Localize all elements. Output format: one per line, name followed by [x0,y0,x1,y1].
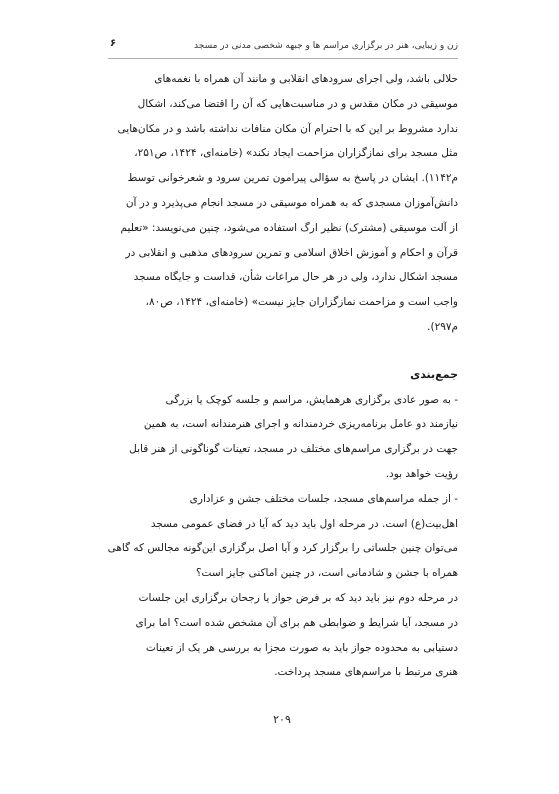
text-line: قرآن و احکام و آموزش اخلاق اسلامی و تمرین سرودهای مذهبی و انقلابی در [125,246,458,259]
text-line: دانش‌آموزان مسجدی که به همراه موسیقی در مسجد انجام می‌پذیرد و در آن [125,196,458,209]
text-line: هنری مرتبط با مراسم‌های مسجد پرداخت. [274,666,458,679]
text-line: در مسجد، آیا شرایط و ضوابطی هم برای آن مشخص شده است؟ اما برای [135,616,458,629]
text-line: نیازمند دو عامل برنامه‌ریزی خردمندانه و اجرای هنرمندانه است، به همین [143,418,458,431]
text-line: م۱۱۴۲). ایشان در پاسخ به سؤالی پیرامون تمرین سرود و شعرخوانی توسط [127,172,458,185]
text-line: همراه با جشن و شادمانی است، در چنین اماکنی جایز است؟ [195,567,458,580]
header-page-mark: ۶ [110,38,117,49]
text-line: جهت در برگزاری مراسم‌های مختلف در مسجد، تعینات گوناگونی از هنر قابل [129,443,458,456]
text-line: - از جمله مراسم‌های مسجد، جلسات مختلف جشن و عزاداری [189,492,458,505]
page-number: ۲۰۹ [273,713,291,726]
text-line: از آلت موسیقی (مشترک) نظیر ارگ استفاده می‌شود، چنین می‌نویسد: «تعلیم [120,221,458,234]
header-title: زن و زیبایی، هنر در برگزاری مراسم ها و جبهه شخصی مدنی در مسجد [194,41,458,51]
text-line: در مرحله دوم نیز باید دید که بر فرض جواز یا رجحان برگزاری این جلسات [138,591,458,604]
header-rule [108,58,458,59]
text-line: واجب است و مزاحمت نمازگزاران جایز نیست» (خامنه‌ای، ۱۴۲۴، ص۸۰، [145,296,458,309]
text-line: مثل مسجد برای نمازگزاران مزاحمت ایجاد نکند» (خامنه‌ای، ۱۴۲۴، ص۲۵۱، [134,147,458,160]
paragraph [108,67,458,340]
running-header [108,37,458,55]
text-line: دستیابی به محدوده جواز باید به صورت مجزا به بررسی هر یک از تعینات [145,641,458,654]
text-line: - به صور عادی برگزاری هرهمایش، مراسم و جلسه کوچک یا بزرگی [165,393,458,406]
body-text [108,67,458,685]
text-line: حلالی باشد، ولی اجرای سرودهای انقلابی و مانند آن همراه با نغمه‌های [154,73,458,85]
section-body [108,388,458,686]
text-line: مسجد اشکال ندارد، ولی در هر حال مراعات شأن، قداست و جایگاه مسجد [133,271,458,284]
text-line: رؤیت خواهد بود. [385,467,458,480]
text-line: اهل‌بیت(ع) است. در مرحله اول باید دید که آیا در فضای عمومی مسجد [150,517,458,530]
text-line: ندارد مشروط بر این که با احترام آن مکان منافات نداشته باشد و در مکان‌هایی [117,122,458,135]
text-line: می‌توان چنین جلساتی را برگزار کرد و آیا اصل برگزاری این‌گونه مجالس که گاهی [108,542,458,555]
section-heading: جمع‌بندی [410,367,458,381]
text-line: م۲۹۷). [427,320,458,333]
text-line: موسیقی در مکان مقدس و در مناسبت‌هایی که آن را اقتضا می‌کند، اشکال [137,97,458,110]
